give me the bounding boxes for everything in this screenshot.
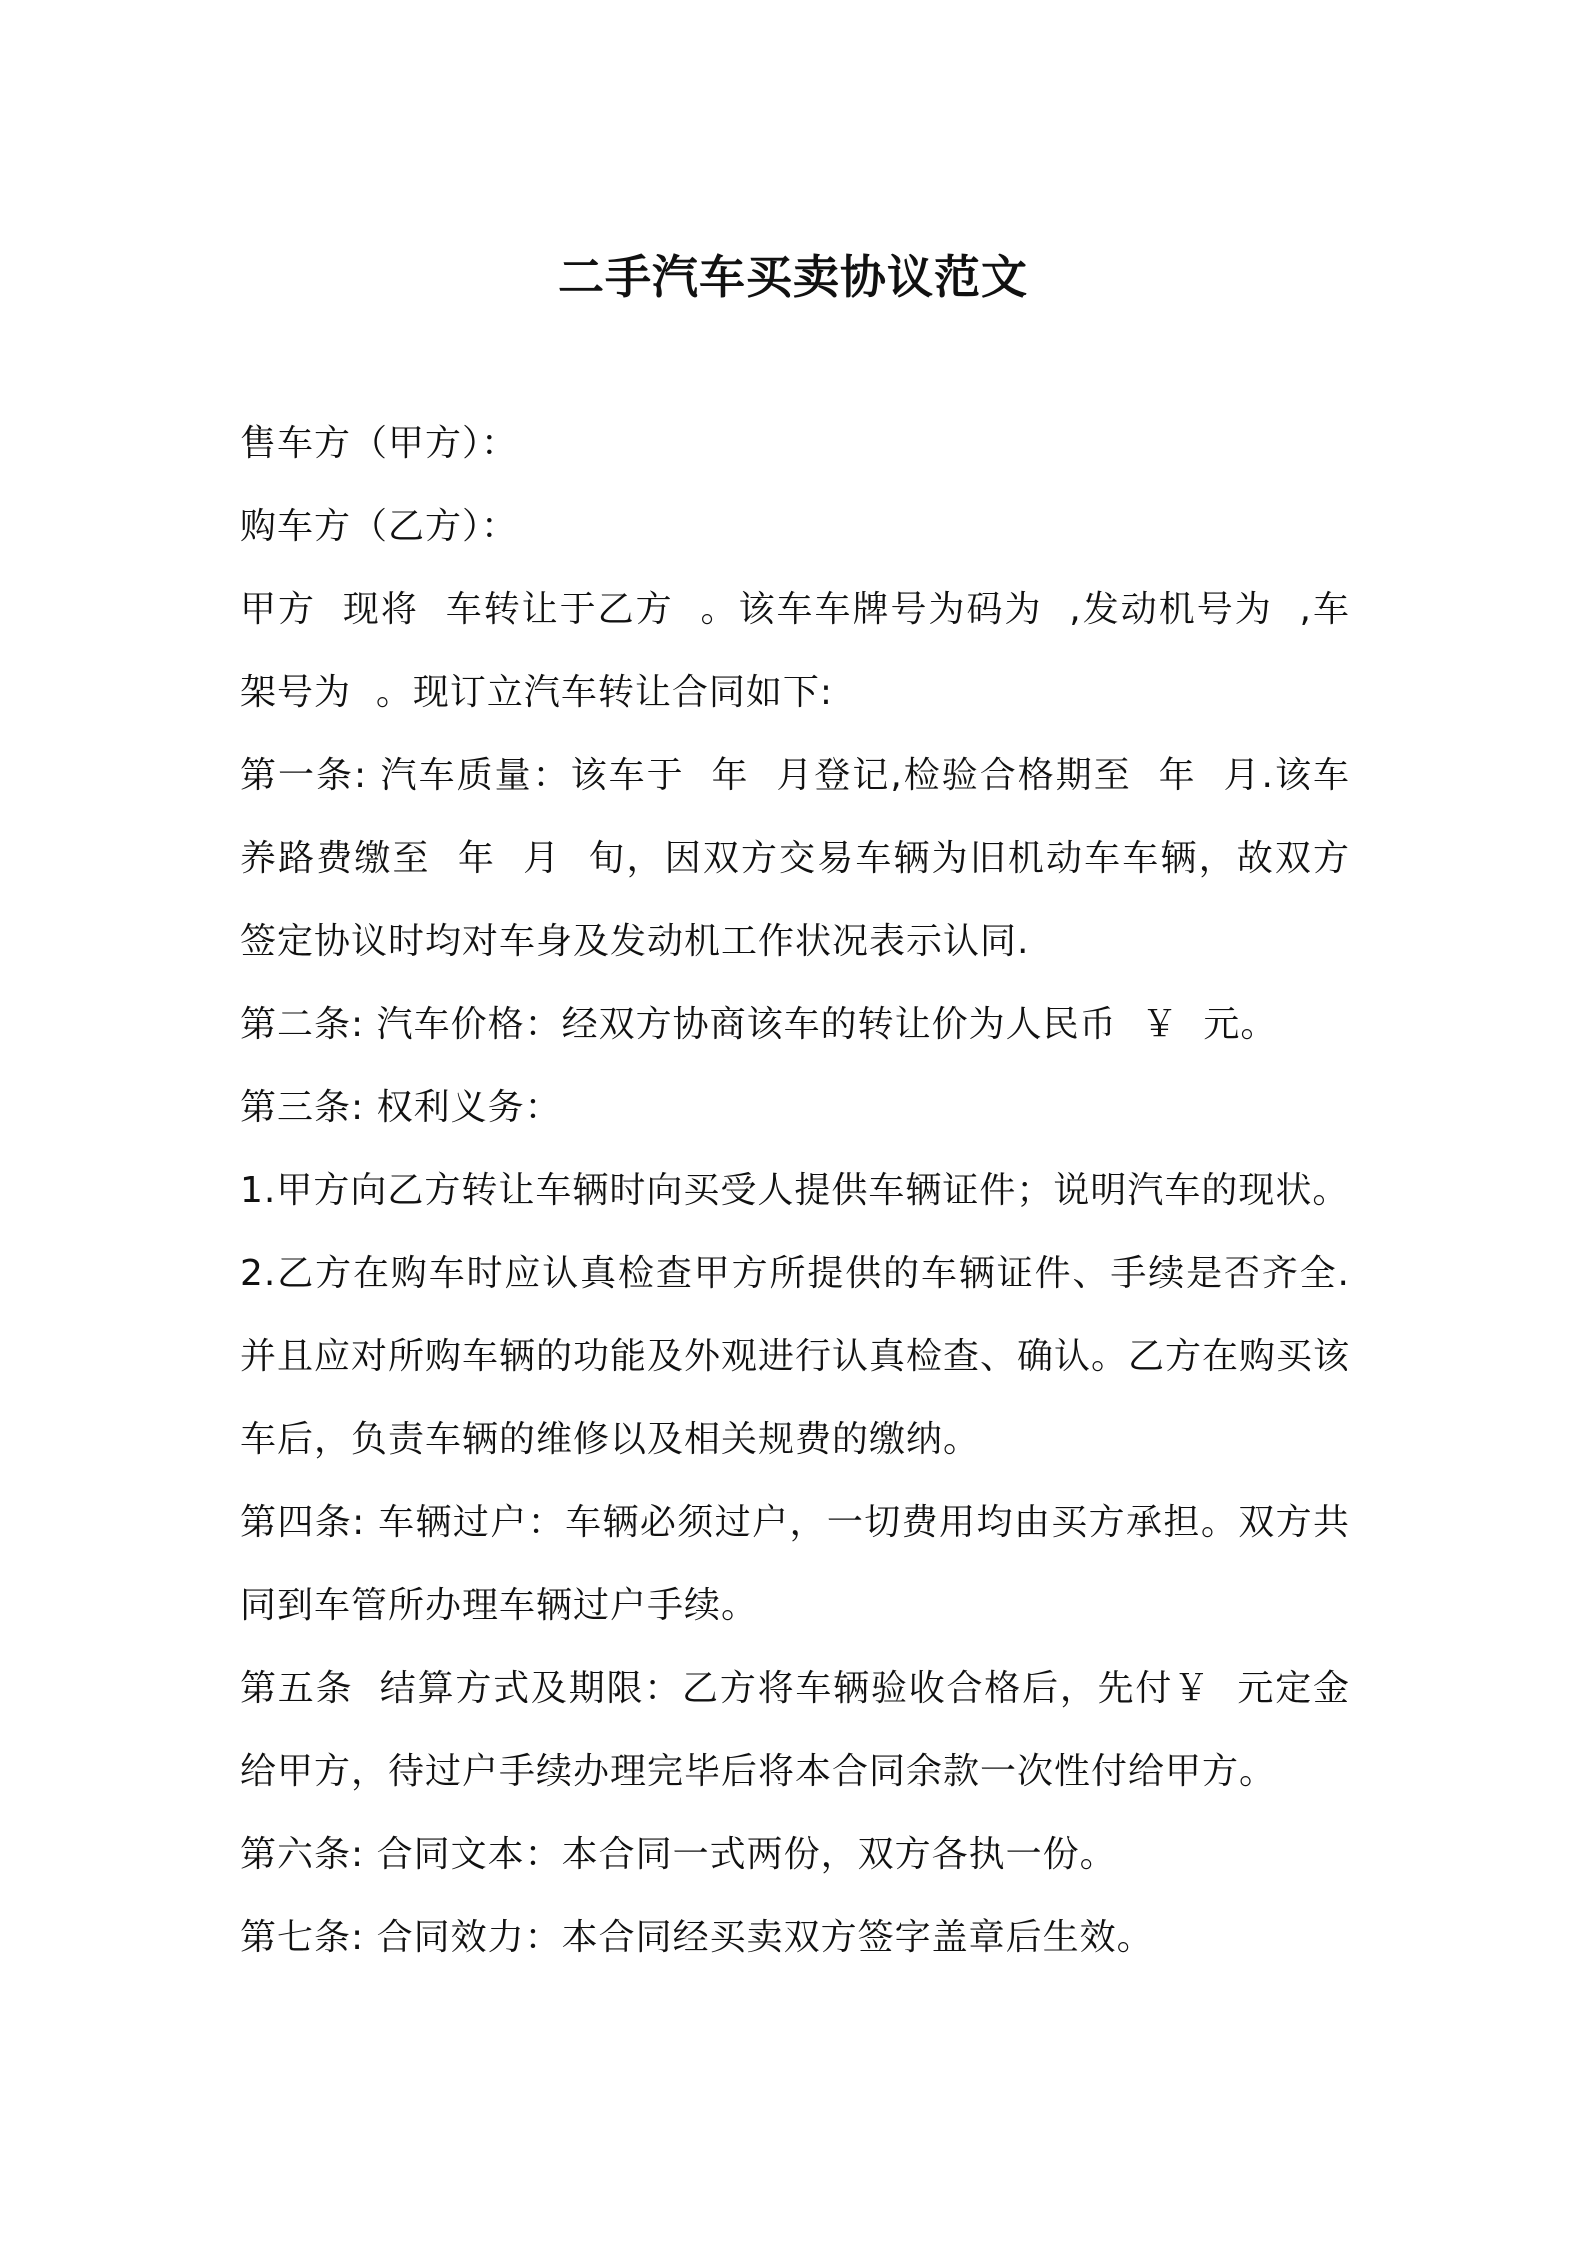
article-4-transfer: 第四条: 车辆过户：车辆必须过户，一切费用均由买方承担。双方共同到车管所办理车辆过户手续。 bbox=[240, 1502, 1350, 1626]
seller-line: 售车方（甲方）： bbox=[240, 423, 519, 464]
article-6-copies: 第六条: 合同文本：本合同一式两份，双方各执一份。 bbox=[240, 1834, 1117, 1875]
article-1-quality: 第一条: 汽车质量：该车于 年 月登记,检验合格期至 年 月.该车养路费缴至 年 月 旬，因双方交易车辆为旧机动车车辆，故双方签定协议时均对车身及发动机工作状况表示认同. bbox=[240, 755, 1350, 962]
intro-paragraph: 甲方 现将 车转让于乙方 。该车车牌号为码为 ,发动机号为 ,车架号为 。现订立汽车转让合同如下: bbox=[240, 589, 1350, 713]
buyer-line: 购车方（乙方）： bbox=[240, 506, 519, 547]
article-3-item-2: 2.乙方在购车时应认真检查甲方所提供的车辆证件、手续是否齐全.并且应对所购车辆的功能及外观进行认真检查、确认。乙方在购买该车后，负责车辆的维修以及相关规费的缴纳。 bbox=[240, 1253, 1351, 1460]
article-3-item-1: 1.甲方向乙方转让车辆时向买受人提供车辆证件；说明汽车的现状。 bbox=[240, 1170, 1350, 1211]
article-3-heading: 第三条: 权利义务： bbox=[240, 1087, 562, 1128]
article-5-settlement: 第五条 结算方式及期限：乙方将车辆验收合格后，先付￥ 元定金给甲方，待过户手续办理完毕后将本合同余款一次性付给甲方。 bbox=[240, 1668, 1350, 1792]
document-title: 二手汽车买卖协议范文 bbox=[558, 249, 1028, 304]
article-7-effect: 第七条: 合同效力：本合同经买卖双方签字盖章后生效。 bbox=[240, 1917, 1154, 1958]
article-2-price: 第二条: 汽车价格：经双方协商该车的转让价为人民币 ￥ 元。 bbox=[240, 1004, 1278, 1045]
document-body bbox=[240, 402, 1350, 1979]
